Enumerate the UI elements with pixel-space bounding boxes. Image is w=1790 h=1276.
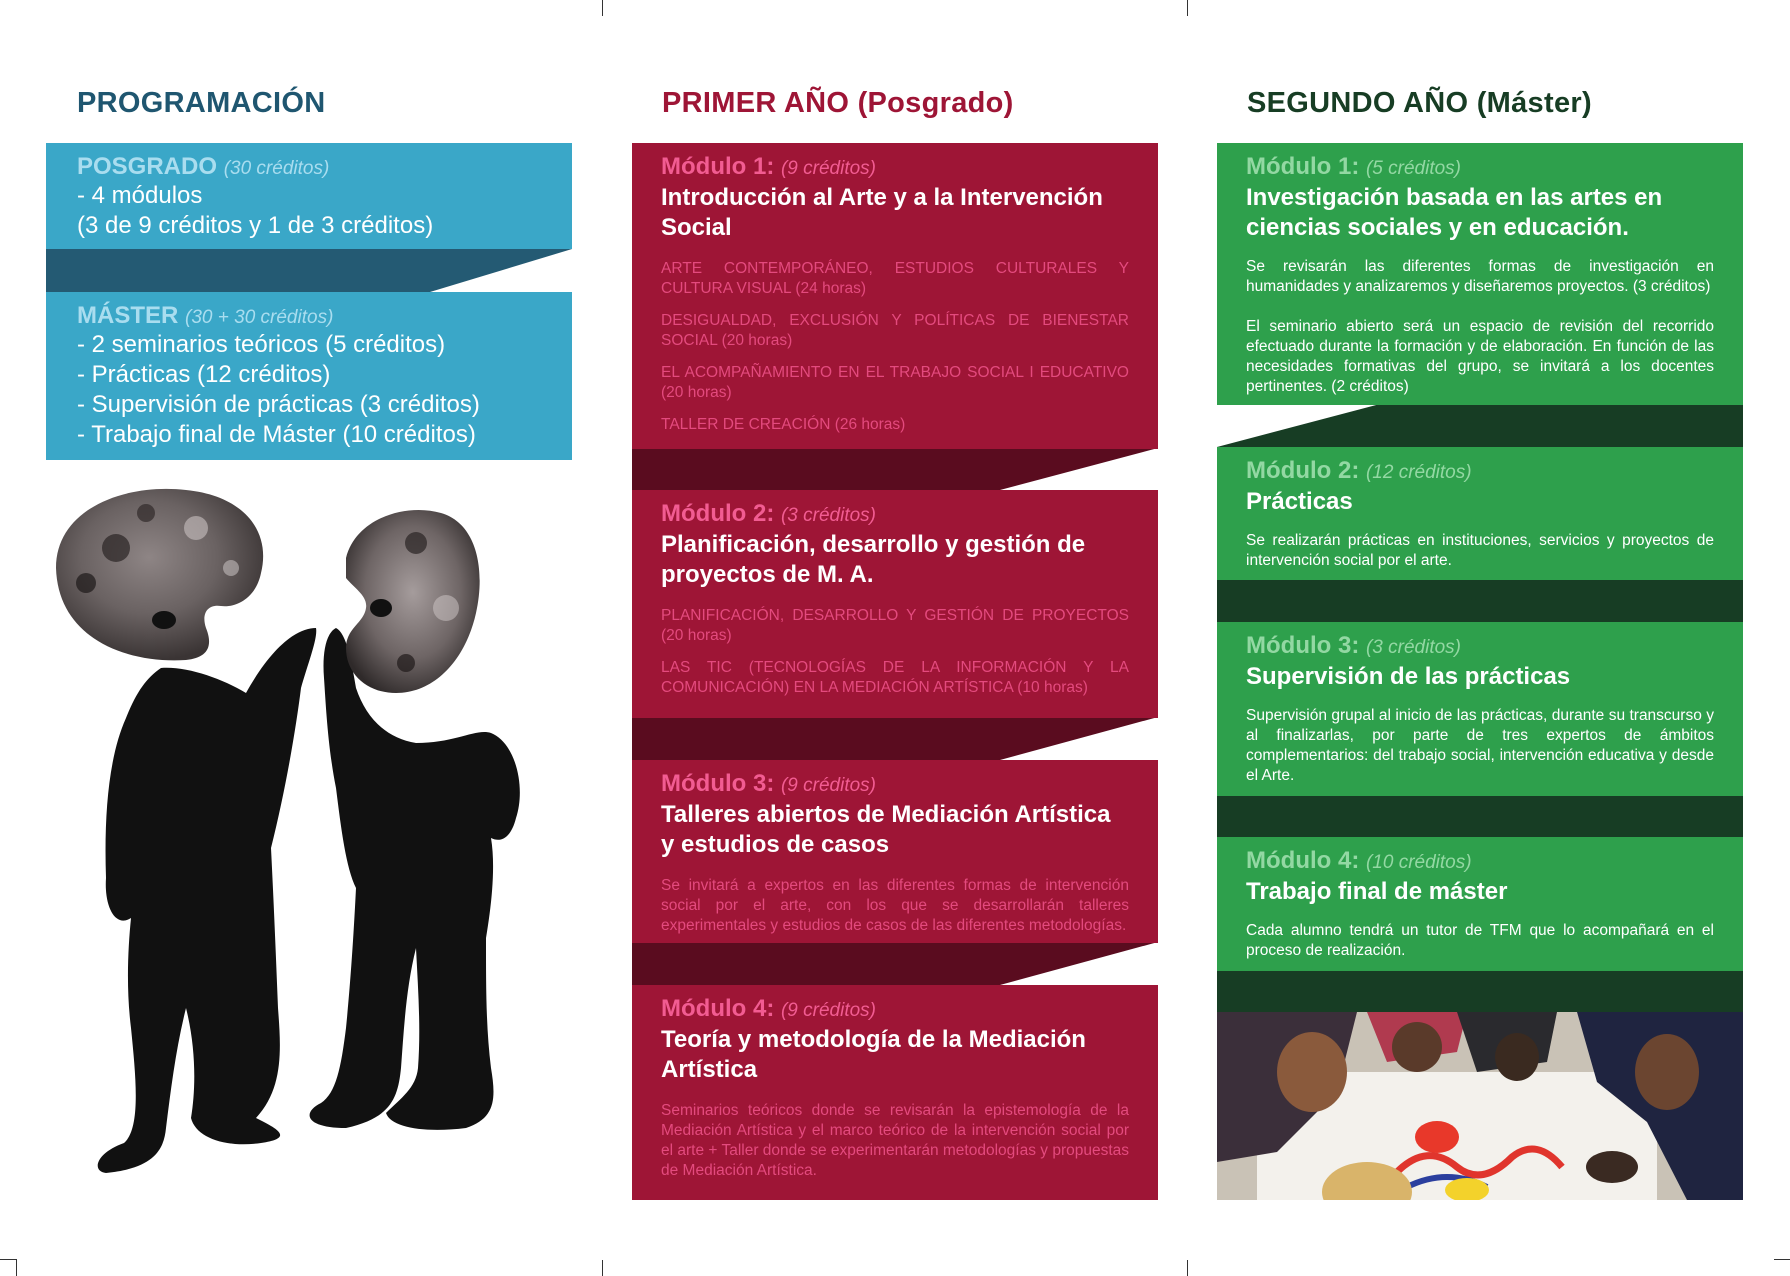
module-title: Talleres abiertos de Mediación Artística y estudios de casos (661, 801, 1111, 858)
crop-mark (602, 1260, 603, 1276)
module-item: LAS TIC (TECNOLOGÍAS DE LA INFORMACIÓN Y LA COMUNICACIÓN) EN LA MEDIACIÓN ARTÍSTICA (10 horas) (661, 659, 1129, 696)
ribbon-red-1 (632, 448, 1158, 490)
posgrado-title-line (77, 153, 541, 181)
module-label-line (661, 770, 1129, 798)
module-label: Módulo 2: (661, 500, 775, 527)
module-item: DESIGUALDAD, EXCLUSIÓN Y POLÍTICAS DE BIENESTAR SOCIAL (20 horas) (661, 312, 1129, 349)
module-item: Seminarios teóricos donde se revisarán la epistemología de la Mediación Artística y el marco teórico de la intervención social por el arte + Taller donde se experimentarán metodologías y propuestas de Mediación Artística. (661, 1102, 1130, 1179)
crop-mark (0, 1259, 16, 1260)
module-label: Módulo 1: (661, 153, 775, 180)
posgrado-line: - 4 módulos (77, 182, 203, 209)
crop-mark (1187, 0, 1188, 16)
master-box (46, 292, 572, 460)
module-label: Módulo 1: (1246, 153, 1360, 180)
first-year-module-1 (632, 143, 1158, 449)
second-year-module-1 (1217, 143, 1743, 405)
module-description: Cada alumno tendrá un tutor de TFM que lo acompañará en el proceso de realización. (1246, 922, 1714, 959)
ribbon-green-2 (1217, 579, 1743, 622)
ribbon-green-3 (1217, 795, 1743, 837)
ribbon-green-1 (1217, 404, 1743, 447)
module-item: TALLER DE CREACIÓN (26 horas) (661, 416, 906, 433)
module-description: Se revisarán las diferentes formas de investigación en humanidades y analizaremos y diseñaremos proyectos. (3 créditos) (1246, 258, 1714, 295)
master-title: MÁSTER (77, 302, 179, 329)
module-label-line (661, 500, 1129, 528)
module-label: Módulo 2: (1246, 457, 1360, 484)
module-label-line (1246, 153, 1714, 181)
posgrado-line: (3 de 9 créditos y 1 de 3 créditos) (77, 212, 434, 239)
master-line: - Prácticas (12 créditos) (77, 361, 331, 388)
second-year-module-3 (1217, 622, 1743, 796)
module-title: Prácticas (1246, 488, 1353, 515)
master-line: - Trabajo final de Máster (10 créditos) (77, 421, 476, 448)
module-title: Planificación, desarrollo y gestión de proyectos de M. A. (661, 531, 1086, 588)
module-credits: (5 créditos) (1365, 158, 1462, 179)
module-credits: (3 créditos) (780, 505, 877, 526)
master-line: - Supervisión de prácticas (3 créditos) (77, 391, 480, 418)
posgrado-credits: (30 créditos) (223, 158, 330, 179)
module-label-line (1246, 847, 1714, 875)
module-label: Módulo 4: (661, 995, 775, 1022)
module-label: Módulo 3: (661, 770, 775, 797)
module-item: Se invitará a expertos en las diferentes formas de intervención social por el arte, con los que se desarrollarán talleres experimentales y estudios de casos de las diferentes metodologías. (661, 877, 1129, 934)
module-description: Supervisión grupal al inicio de las prácticas, durante su transcurso y al finalizarlas, por parte de tres expertos de ámbitos complementarios: del trabajo social, intervención educativa y desde el Arte. (1246, 707, 1714, 784)
module-credits: (10 créditos) (1365, 852, 1472, 873)
crop-mark (16, 1259, 17, 1276)
module-label: Módulo 4: (1246, 847, 1360, 874)
silhouette-children-palette-heads (46, 488, 576, 1208)
module-item: PLANIFICACIÓN, DESARROLLO Y GESTIÓN DE PROYECTOS (20 horas) (661, 607, 1129, 644)
module-credits: (9 créditos) (780, 775, 877, 796)
module-title: Introducción al Arte y a la Intervención Social (661, 184, 1103, 241)
first-year-module-2 (632, 490, 1158, 718)
ribbon-blue (46, 248, 572, 292)
children-painting-photo (1217, 1012, 1743, 1200)
ribbon-red-3 (632, 942, 1158, 985)
page-title: PROGRAMACIÓN (77, 87, 326, 119)
module-label-line (1246, 632, 1714, 660)
module-item: ARTE CONTEMPORÁNEO, ESTUDIOS CULTURALES Y CULTURA VISUAL (24 horas) (661, 260, 1129, 297)
module-title: Trabajo final de máster (1246, 878, 1508, 905)
master-title-line (77, 302, 541, 330)
module-title: Teoría y metodología de la Mediación Artística (661, 1026, 1086, 1083)
ribbon-green-4 (1217, 970, 1743, 1012)
module-title: Supervisión de las prácticas (1246, 663, 1571, 690)
module-credits: (9 créditos) (780, 158, 877, 179)
module-label-line (661, 995, 1129, 1023)
module-label-line (661, 153, 1129, 181)
module-credits: (9 créditos) (780, 1000, 877, 1021)
posgrado-box (46, 143, 572, 249)
module-label-line (1246, 457, 1714, 485)
posgrado-title: POSGRADO (77, 153, 218, 180)
module-label: Módulo 3: (1246, 632, 1360, 659)
module-description: El seminario abierto será un espacio de revisión del recorrido efectuado durante la formación y de elaboración. En función de las necesidades formativas del grupo, se invitará a los docentes pertinentes. (2 créditos) (1246, 318, 1714, 395)
module-title: Investigación basada en las artes en ciencias sociales y en educación. (1246, 184, 1663, 241)
second-year-module-4 (1217, 837, 1743, 971)
first-year-module-4 (632, 985, 1158, 1200)
module-description: Se realizarán prácticas en instituciones, servicios y proyectos de intervención social por el arte. (1246, 532, 1714, 569)
module-item: EL ACOMPAÑAMIENTO EN EL TRABAJO SOCIAL I EDUCATIVO (20 horas) (661, 364, 1129, 401)
ribbon-red-2 (632, 717, 1158, 760)
section-heading-second-year: SEGUNDO AÑO (Máster) (1247, 87, 1592, 119)
crop-mark (1187, 1260, 1188, 1276)
first-year-module-3 (632, 760, 1158, 943)
master-line: - 2 seminarios teóricos (5 créditos) (77, 331, 446, 358)
second-year-module-2 (1217, 447, 1743, 580)
crop-mark (1774, 1259, 1790, 1260)
module-credits: (12 créditos) (1365, 462, 1472, 483)
section-heading-first-year: PRIMER AÑO (Posgrado) (662, 87, 1014, 119)
module-credits: (3 créditos) (1365, 637, 1462, 658)
master-credits: (30 + 30 créditos) (185, 307, 334, 328)
crop-mark (602, 0, 603, 16)
